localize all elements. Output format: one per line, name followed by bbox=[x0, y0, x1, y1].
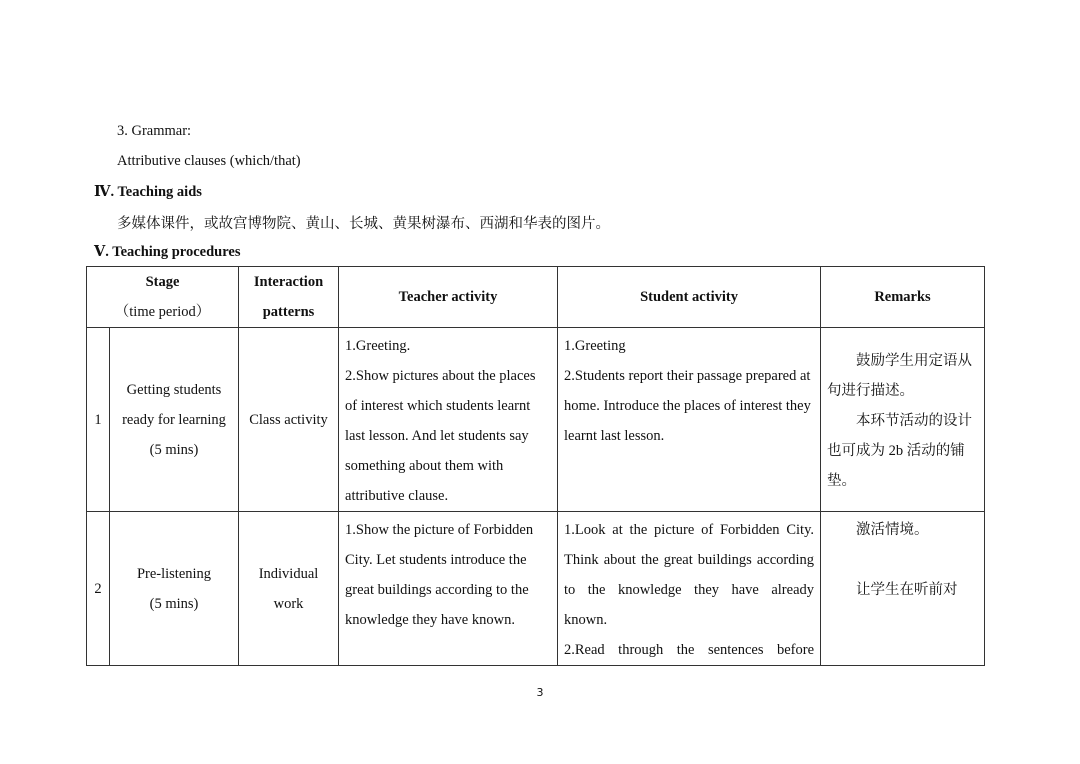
page-number: 3 bbox=[536, 686, 544, 699]
interaction-pattern-cell: Individual work bbox=[239, 512, 339, 666]
table-header-row bbox=[87, 267, 985, 328]
header-stage: Stage （time period） bbox=[87, 267, 239, 328]
stage-cell: Getting students ready for learning (5 mins) bbox=[110, 328, 239, 512]
table-row bbox=[87, 512, 985, 666]
teacher-activity-cell: 1.Show the picture of Forbidden City. Let students introduce the great buildings according to the knowledge they have known. bbox=[339, 512, 558, 666]
row-number: 2 bbox=[87, 512, 110, 666]
header-remarks: Remarks bbox=[821, 267, 985, 328]
grammar-heading: 3. Grammar: bbox=[117, 123, 192, 139]
teacher-activity-cell: 1.Greeting. 2.Show pictures about the places of interest which students learnt last lesson. And let students say something about them with attributive clause. bbox=[339, 328, 558, 512]
interaction-pattern-cell: Class activity bbox=[239, 328, 339, 512]
header-teacher-activity: Teacher activity bbox=[339, 267, 558, 328]
table-row bbox=[87, 328, 985, 512]
header-interaction-patterns: Interaction patterns bbox=[239, 267, 339, 328]
row-number: 1 bbox=[87, 328, 110, 512]
header-student-activity: Student activity bbox=[558, 267, 821, 328]
stage-cell: Pre-listening (5 mins) bbox=[110, 512, 239, 666]
teaching-aids-content: 多媒体课件，或故宫博物院、黄山、长城、黄果树瀑布、西湖和华表的图片。 bbox=[117, 216, 610, 232]
remarks-cell: 鼓励学生用定语从句进行描述。 本环节活动的设计也可成为 2b 活动的铺垫。 bbox=[821, 328, 985, 512]
teaching-procedures-table bbox=[86, 266, 985, 666]
teaching-aids-heading: Ⅳ. Teaching aids bbox=[94, 184, 202, 200]
student-activity-cell: 1.Look at the picture of Forbidden City. Think about the great buildings according to the knowledge they have already known. 2.Read through the sentences before bbox=[558, 512, 821, 666]
student-activity-cell: 1.Greeting 2.Students report their passage prepared at home. Introduce the places of interest they learnt last lesson. bbox=[558, 328, 821, 512]
grammar-content: Attributive clauses (which/that) bbox=[117, 153, 301, 169]
remarks-cell: 激活情境。 让学生在听前对 bbox=[821, 512, 985, 666]
teaching-procedures-heading: Ⅴ. Teaching procedures bbox=[94, 244, 241, 260]
